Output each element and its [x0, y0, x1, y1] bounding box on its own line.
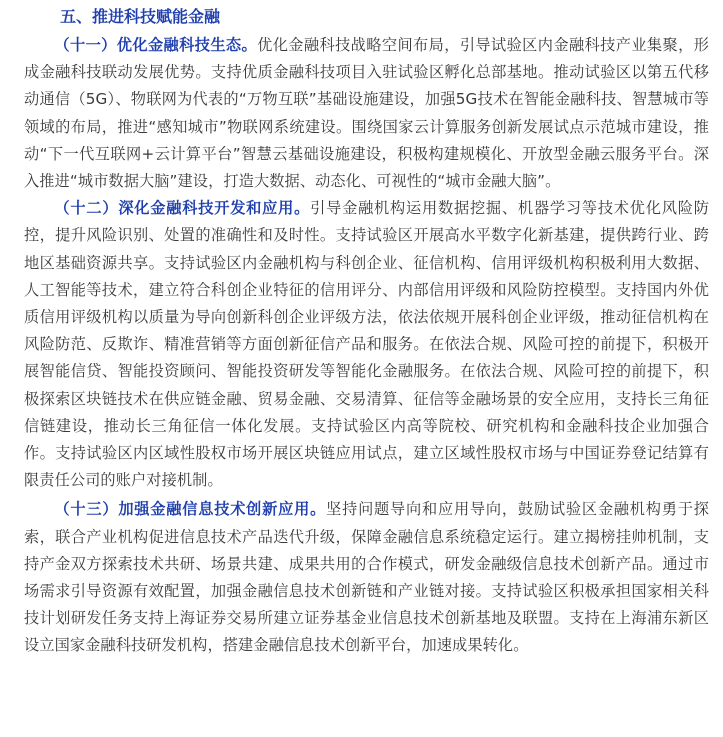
- paragraph-heading: （十三）加强金融信息技术创新应用。: [54, 500, 327, 519]
- paragraph-13: [24, 496, 709, 659]
- paragraph-12: [24, 195, 709, 494]
- paragraph-body: 优化金融科技战略空间布局，引导试验区内金融科技产业集聚，形成金融科技联动发展优势。支持优质金融科技项目入驻试验区孵化总部基地。推动试验区以第五代移动通信（5G）、物联网为代表的“万物互联”基础设施建设，加强5G技术在智能金融科技、智慧城市等领域的布局，推进“感知城市”物联网系统建设。围绕国家云计算服务创新发展试点示范城市建设，推动“下一代互联网+云计算平台”智慧云基础设施建设，积极构建规模化、开放型金融云服务平台。深入推进“城市数据大脑”建设，打造大数据、动态化、可视性的“城市金融大脑”。: [24, 36, 709, 191]
- paragraph-11: [24, 32, 709, 195]
- paragraph-heading: （十二）深化金融科技开发和应用。: [54, 199, 311, 218]
- paragraph-body: 坚持问题导向和应用导向，鼓励试验区金融机构勇于探索，联合产业机构促进信息技术产品迭代升级，保障金融信息系统稳定运行。建立揭榜挂帅机制，支持产金双方探索技术共研、场景共建、成果共用的合作模式，研发金融级信息技术创新产品。通过市场需求引导资源有效配置，加强金融信息技术创新链和产业链对接。支持试验区积极承担国家相关科技计划研发任务支持上海证券交易所建立证券基金业信息技术创新基地及联盟。支持在上海浦东新区设立国家金融科技研发机构，搭建金融信息技术创新平台，加速成果转化。: [24, 500, 710, 655]
- section-title: 五、推进科技赋能金融: [60, 7, 221, 26]
- paragraph-body: 引导金融机构运用数据挖掘、机器学习等技术优化风险防控，提升风险识别、处置的准确性和及时性。支持试验区开展高水平数字化新基建，提供跨行业、跨地区基础资源共享。支持试验区内金融机构与科创企业、征信机构、信用评级机构积极利用大数据、人工智能等技术，建立符合科创企业特征的信用评分、内部信用评级和风险防控模型。支持国内外优质信用评级机构以质量为导向创新科创企业评级方法，依法依规开展科创企业评级，推动征信机构在风险防范、反欺诈、精准营销等方面创新征信产品和服务。在依法合规、风险可控的前提下，积极开展智能信贷、智能投资顾问、智能投资研发等智能化金融服务。在依法合规、风险可控的前提下，积极探索区块链技术在供应链金融、贸易金融、交易清算、征信等金融场景的安全应用，支持长三角征信链建设，推动长三角征信一体化发展。支持试验区内高等院校、研究机构和金融科技企业加强合作。支持试验区内区域性股权市场开展区块链应用试点，建立区域性股权市场与中国证券登记结算有限责任公司的账户对接机制。: [24, 199, 709, 490]
- paragraph-heading: （十一）优化金融科技生态。: [54, 36, 258, 54]
